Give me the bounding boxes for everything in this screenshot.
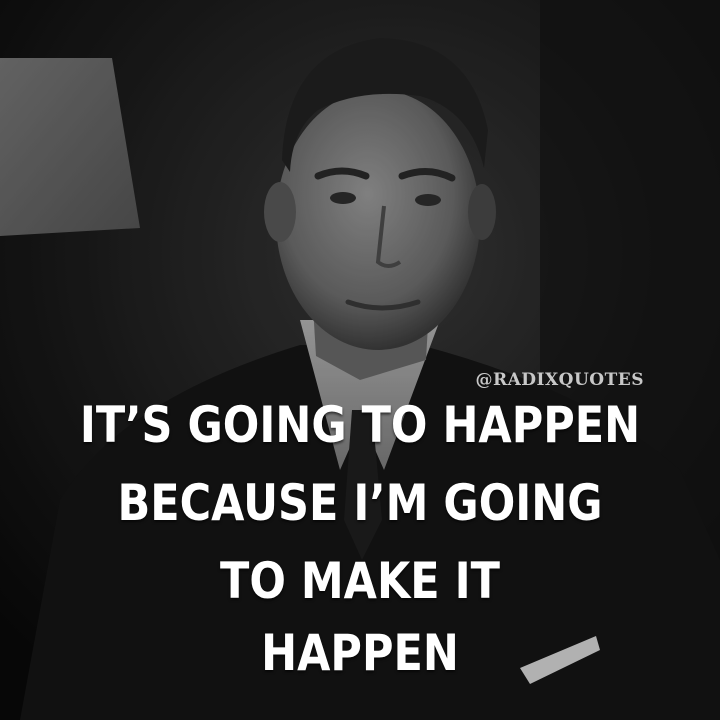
quote-line-2: BECAUSE I’M GOING xyxy=(117,474,603,532)
watermark-handle: @RADIXQUOTES xyxy=(475,370,644,390)
quote-line-4: HAPPEN xyxy=(261,624,459,682)
quote-line-1: IT’S GOING TO HAPPEN xyxy=(79,396,641,454)
quote-line-3: TO MAKE IT xyxy=(220,552,500,610)
